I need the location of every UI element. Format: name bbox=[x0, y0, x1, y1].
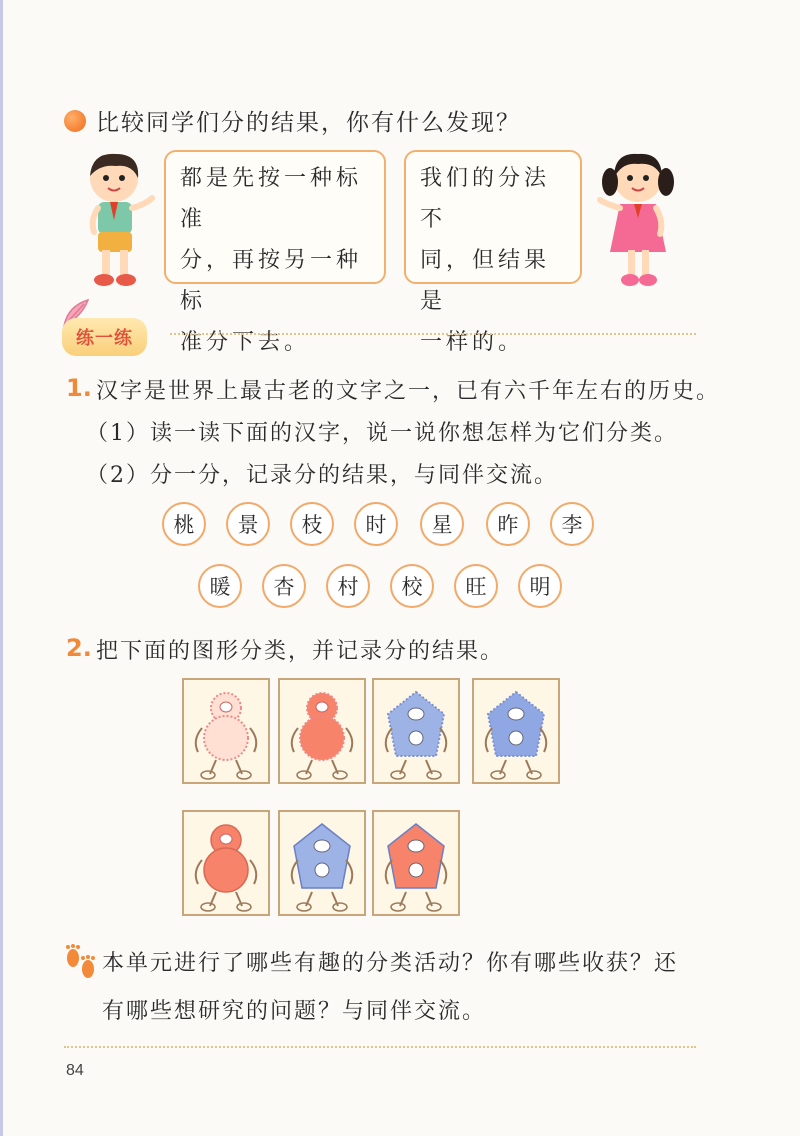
shape-card bbox=[472, 678, 560, 784]
shape-card bbox=[182, 678, 270, 784]
section-divider bbox=[170, 333, 696, 335]
char-bubble: 景 bbox=[226, 502, 270, 546]
shape-card bbox=[372, 678, 460, 784]
char-bubble: 暖 bbox=[198, 564, 242, 608]
girl-bubble-line: 我们的分法不 bbox=[420, 166, 551, 232]
footprints-icon bbox=[62, 944, 98, 980]
char-bubble: 李 bbox=[550, 502, 594, 546]
boy-speech-bubble bbox=[164, 150, 386, 355]
q2-number: 2. bbox=[66, 634, 92, 662]
q1-text: 汉字是世界上最古老的文字之一，已有六千年左右的历史。 bbox=[96, 379, 721, 404]
page-number: 84 bbox=[66, 1062, 84, 1079]
shape-card bbox=[278, 810, 366, 916]
girl-illustration bbox=[596, 148, 680, 293]
girl-speech-bubble bbox=[404, 150, 582, 355]
char-bubble: 星 bbox=[420, 502, 464, 546]
char-bubble: 校 bbox=[390, 564, 434, 608]
q1-sub1: （1）读一读下面的汉字，说一说你想怎样为它们分类。 bbox=[86, 421, 678, 446]
shape-card bbox=[372, 810, 460, 916]
shape-card bbox=[182, 810, 270, 916]
practice-tag: 练一练 bbox=[62, 318, 147, 356]
orange-bullet-icon bbox=[64, 110, 86, 132]
discussion-question: 比较同学们分的结果，你有什么发现？ bbox=[96, 110, 521, 136]
char-bubble: 旺 bbox=[454, 564, 498, 608]
shape-cards bbox=[182, 678, 566, 924]
char-bubble: 昨 bbox=[486, 502, 530, 546]
char-row-1 bbox=[162, 502, 602, 548]
q1-number: 1. bbox=[66, 374, 92, 402]
char-bubble: 时 bbox=[354, 502, 398, 546]
girl-bubble-line: 一样的。 bbox=[420, 330, 525, 355]
boy-bubble-line: 准分下去。 bbox=[180, 330, 311, 355]
footer-divider bbox=[64, 1046, 696, 1048]
char-bubble: 村 bbox=[326, 564, 370, 608]
char-bubble: 明 bbox=[518, 564, 562, 608]
reflection-line-2: 有哪些想研究的问题？与同伴交流。 bbox=[102, 999, 487, 1024]
q1-sub2: （2）分一分，记录分的结果，与同伴交流。 bbox=[86, 463, 558, 488]
girl-bubble-line: 同，但结果是 bbox=[420, 248, 551, 314]
char-bubble: 枝 bbox=[290, 502, 334, 546]
char-row-2 bbox=[198, 564, 578, 610]
page-edge bbox=[0, 0, 3, 1136]
q2-text: 把下面的图形分类，并记录分的结果。 bbox=[96, 639, 505, 664]
char-bubble: 杏 bbox=[262, 564, 306, 608]
boy-bubble-line: 都是先按一种标准 bbox=[180, 166, 363, 232]
boy-illustration bbox=[76, 148, 156, 293]
shape-card bbox=[278, 678, 366, 784]
boy-bubble-line: 分，再按另一种标 bbox=[180, 248, 363, 314]
char-bubble: 桃 bbox=[162, 502, 206, 546]
reflection-line-1: 本单元进行了哪些有趣的分类活动？你有哪些收获？还 bbox=[102, 951, 679, 976]
